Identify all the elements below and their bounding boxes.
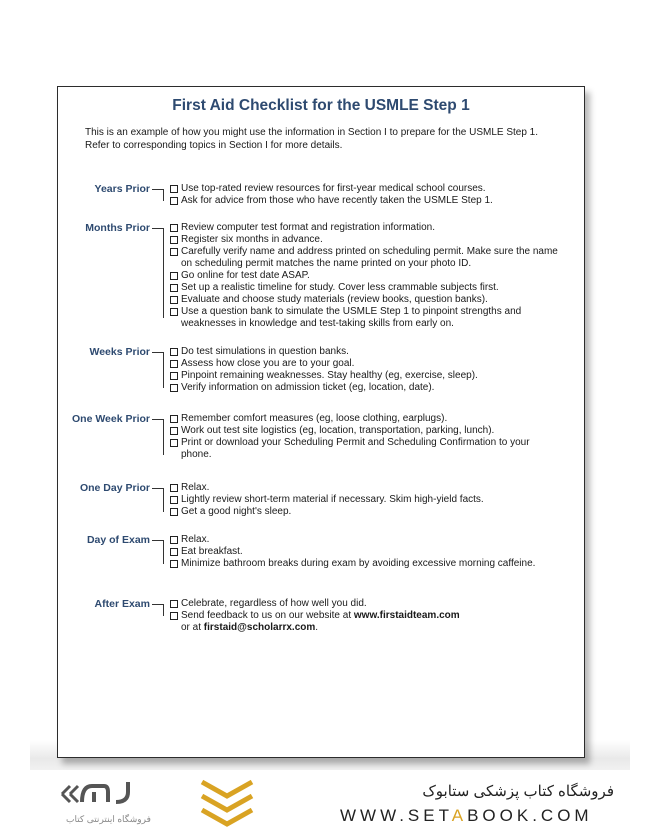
checkbox[interactable] (170, 348, 178, 356)
site-url[interactable] (340, 806, 593, 826)
checkbox[interactable] (170, 415, 178, 423)
bracket-line (163, 488, 164, 512)
logo-subtitle: فروشگاه اینترنتی کتاب (66, 814, 151, 824)
checklist-items (170, 482, 570, 518)
connector-line (152, 540, 163, 541)
page-title: First Aid Checklist for the USMLE Step 1 (172, 97, 470, 114)
intro-text: This is an example of how you might use the information in Section I to prepare for the USMLE Step 1. Refer to corresponding topics in Section I for more details. (85, 127, 539, 151)
feedback-prefix: Send feedback to us on our website at (181, 610, 354, 621)
item-text: Evaluate and choose study materials (review books, question banks). (181, 294, 488, 305)
item-text: Lightly review short-term material if necessary. Skim high-yield facts. (181, 494, 484, 505)
bracket-line (163, 419, 164, 455)
item-text: Go online for test date ASAP. (181, 270, 310, 281)
checkbox[interactable] (170, 284, 178, 292)
item-text: Verify information on admission ticket (eg, location, date). (181, 382, 435, 393)
connector-line (152, 189, 163, 190)
item-text: Pinpoint remaining weaknesses. Stay healthy (eg, exercise, sleep). (181, 370, 478, 381)
checklist-item[interactable] (170, 246, 570, 270)
checkbox[interactable] (170, 600, 178, 608)
checklist-items (170, 413, 570, 461)
checklist-items (170, 183, 570, 207)
checklist-item[interactable] (170, 370, 570, 382)
checklist-item[interactable] (170, 358, 570, 370)
feedback-suffix: . (315, 622, 319, 633)
bracket-line (163, 352, 164, 388)
checklist-item[interactable] (170, 558, 541, 570)
item-text: Celebrate, regardless of how well you did. (181, 598, 367, 609)
connector-line (152, 228, 163, 229)
checkbox[interactable] (170, 484, 178, 492)
checkbox[interactable] (170, 612, 178, 620)
url-part: WWW.SET (340, 806, 452, 825)
item-text: Print or download your Scheduling Permit and Scheduling Confirmation to your phone. (181, 437, 530, 460)
item-text: Work out test site logistics (eg, location, transportation, parking, lunch). (181, 425, 495, 436)
section-label: Months Prior (85, 222, 150, 234)
section-label: Weeks Prior (89, 346, 150, 358)
connector-line (152, 352, 163, 353)
item-text: Register six months in advance. (181, 234, 323, 245)
checklist-item[interactable] (170, 382, 570, 394)
bracket-line (163, 540, 164, 564)
checkbox[interactable] (170, 248, 178, 256)
checkbox[interactable] (170, 236, 178, 244)
checklist-item[interactable] (170, 482, 570, 494)
checkbox[interactable] (170, 548, 178, 556)
connector-line (152, 604, 163, 605)
item-text: Minimize bathroom breaks during exam by avoiding excessive morning caffeine. (181, 558, 536, 569)
checkbox[interactable] (170, 536, 178, 544)
item-text: Do test simulations in question banks. (181, 346, 349, 357)
item-text: Relax. (181, 482, 210, 493)
email-link[interactable]: firstaid@scholarrx.com (203, 622, 316, 633)
checklist-items (170, 534, 570, 570)
item-text: Eat breakfast. (181, 546, 243, 557)
section-label: Day of Exam (86, 534, 150, 546)
checklist-item[interactable] (170, 306, 570, 330)
section-label: After Exam (94, 598, 150, 610)
checklist-item[interactable] (170, 506, 570, 518)
checklist-item[interactable] (170, 546, 570, 558)
url-accent: A (451, 806, 468, 825)
checklist-item[interactable] (170, 494, 570, 506)
section-label: One Day Prior (79, 482, 150, 494)
checklist-item[interactable] (170, 610, 511, 634)
checklist-item[interactable] (170, 437, 541, 461)
footer-banner (0, 770, 660, 836)
connector-line (152, 419, 163, 420)
checkbox[interactable] (170, 224, 178, 232)
checklist-page (57, 86, 585, 758)
checkbox[interactable] (170, 360, 178, 368)
checklist-item[interactable] (170, 270, 570, 282)
checkbox[interactable] (170, 197, 178, 205)
checklist-items (170, 222, 570, 330)
checklist-items (170, 598, 570, 634)
url-part: BOOK.COM (467, 806, 593, 825)
checklist-item[interactable] (170, 346, 570, 358)
setabook-logo-icon (58, 776, 132, 812)
checkbox[interactable] (170, 296, 178, 304)
item-text: Use top-rated review resources for first-year medical school courses. (181, 183, 486, 194)
bracket-line (163, 189, 164, 201)
item-text: Review computer test format and registration information. (181, 222, 435, 233)
checkbox[interactable] (170, 384, 178, 392)
section-label: One Week Prior (71, 413, 150, 425)
checkbox[interactable] (170, 372, 178, 380)
checklist-item[interactable] (170, 294, 570, 306)
checkbox[interactable] (170, 185, 178, 193)
checklist-item[interactable] (170, 183, 570, 195)
feedback-middle: or at (181, 622, 204, 633)
checklist-item[interactable] (170, 598, 570, 610)
checklist-item[interactable] (170, 195, 570, 207)
website-link[interactable]: www.firstaidteam.com (353, 610, 460, 621)
checklist-item[interactable] (170, 282, 570, 294)
book-stack-icon (198, 778, 256, 830)
checklist-item[interactable] (170, 425, 570, 437)
connector-line (152, 488, 163, 489)
item-text (181, 610, 460, 633)
checkbox[interactable] (170, 508, 178, 516)
checkbox[interactable] (170, 308, 178, 316)
checklist-item[interactable] (170, 222, 570, 234)
checkbox[interactable] (170, 496, 178, 504)
checkbox[interactable] (170, 427, 178, 435)
item-text: Carefully verify name and address printed on scheduling permit. Make sure the name on scheduling permit matches the name printed on your photo ID. (181, 246, 558, 269)
item-text: Remember comfort measures (eg, loose clothing, earplugs). (181, 413, 448, 424)
item-text: Relax. (181, 534, 210, 545)
checkbox[interactable] (170, 560, 178, 568)
item-text: Ask for advice from those who have recently taken the USMLE Step 1. (181, 195, 493, 206)
item-text: Set up a realistic timeline for study. Cover less crammable subjects first. (181, 282, 499, 293)
checkbox[interactable] (170, 439, 178, 447)
checklist-item[interactable] (170, 534, 570, 546)
checkbox[interactable] (170, 272, 178, 280)
checklist-items (170, 346, 570, 394)
item-text: Assess how close you are to your goal. (181, 358, 355, 369)
item-text: Get a good night's sleep. (181, 506, 292, 517)
checklist-item[interactable] (170, 234, 570, 246)
bracket-line (163, 228, 164, 318)
checklist-item[interactable] (170, 413, 570, 425)
item-text: Use a question bank to simulate the USMLE Step 1 to pinpoint strengths and weaknesses in knowledge and test-taking skills from early on. (181, 306, 522, 329)
section-label: Years Prior (94, 183, 150, 195)
shop-name: فروشگاه کتاب پزشکی ستابوک (422, 783, 614, 800)
bracket-line (163, 604, 164, 616)
